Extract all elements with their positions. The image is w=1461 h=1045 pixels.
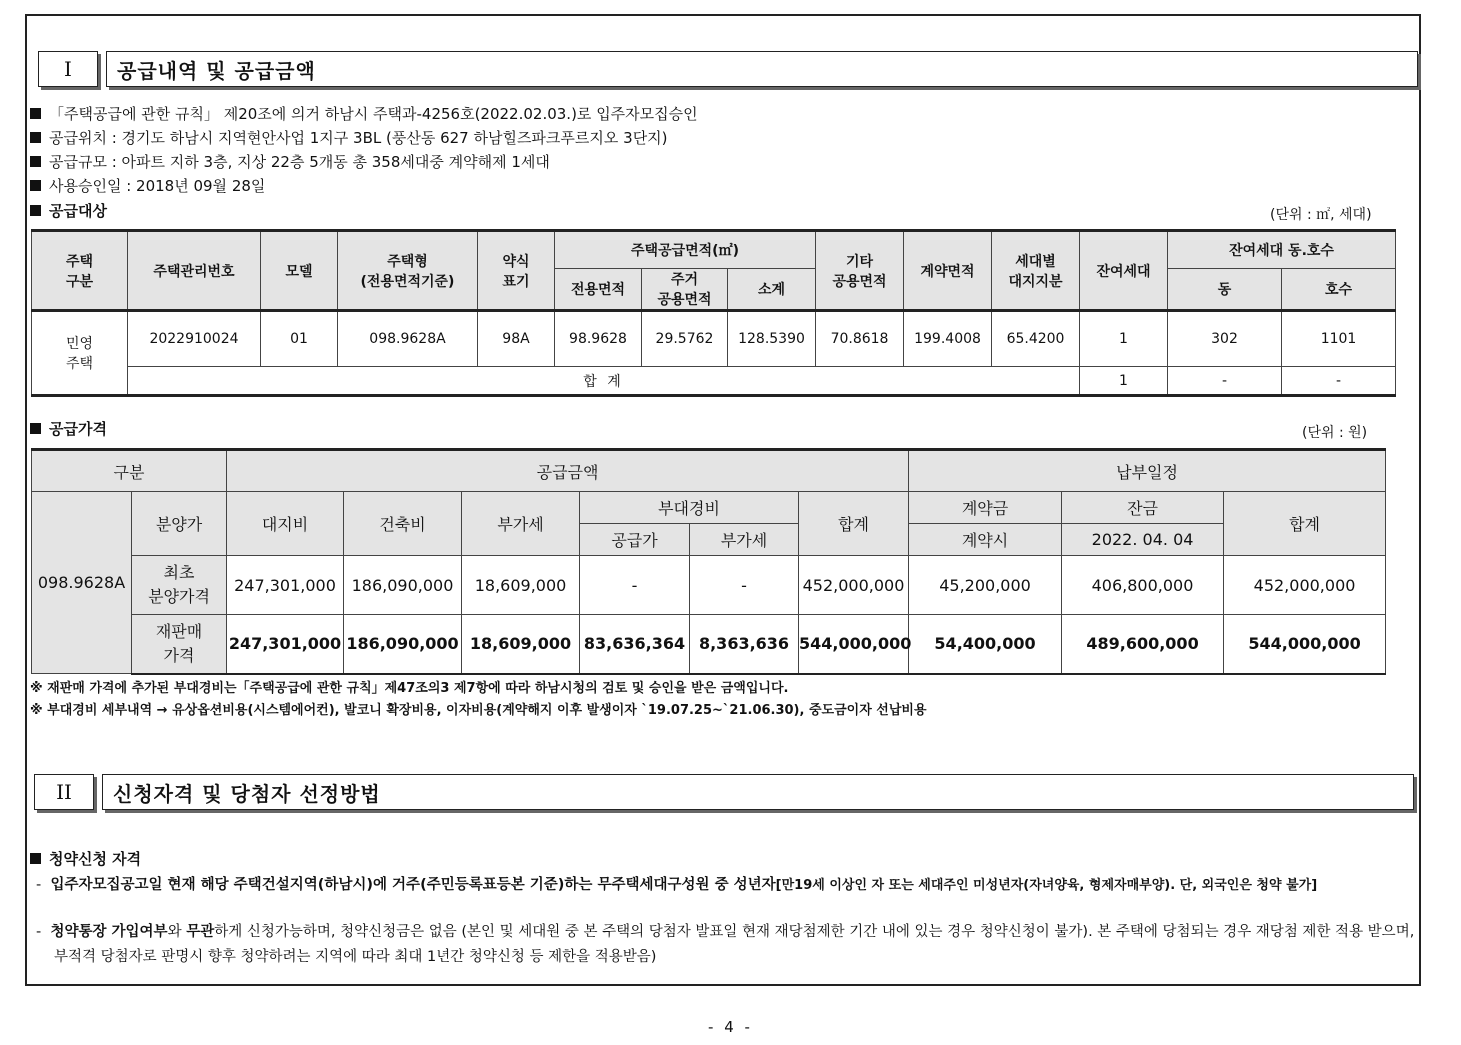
info-line: 공급위치 : 경기도 하남시 지역현안사업 1지구 3BL (풍산동 627 하남힐즈파크푸르지오 3단지)	[30, 127, 668, 149]
total-dong: -	[1168, 367, 1282, 396]
target-unit: (단위 : ㎡, 세대)	[1270, 207, 1372, 223]
bullet-square-icon	[30, 180, 41, 191]
cell-common: 29.5762	[642, 311, 728, 367]
cell-contract: 54,400,000	[909, 615, 1062, 674]
bullet-square-icon	[30, 132, 41, 143]
table-row	[32, 556, 1386, 615]
col-header-subtotal: 소계	[728, 269, 816, 311]
supply-target-table	[31, 229, 1396, 397]
cell-short: 98A	[478, 311, 555, 367]
qual-p1-rest: [만19세 이상인 자 또는 세대주인 미성년자(자녀양육, 형제자매부양). 단, 외국인은 청약 불가]	[775, 878, 1318, 893]
col-header-contract: 계약금	[909, 492, 1062, 524]
cell-build: 186,090,000	[344, 615, 462, 674]
table-row	[32, 615, 1386, 674]
col-header-model: 모델	[261, 231, 338, 311]
col-header-gubun: 구분	[32, 450, 227, 492]
cell-extra-vat: 8,363,636	[690, 615, 799, 674]
cell-contract-area: 199.4008	[904, 311, 992, 367]
cell-extra-vat: -	[690, 556, 799, 615]
cell-other-common: 70.8618	[816, 311, 904, 367]
col-header-sum: 합계	[799, 492, 909, 556]
col-header-remain-unit: 잔여세대 동.호수	[1168, 231, 1396, 269]
cell-model: 01	[261, 311, 338, 367]
col-header-build: 건축비	[344, 492, 462, 556]
section-2-number: II	[34, 774, 94, 810]
bullet-square-icon	[30, 108, 41, 119]
cell-mgmt-no: 2022910024	[128, 311, 261, 367]
cell-total: 452,000,000	[1224, 556, 1386, 615]
target-heading: 공급대상	[30, 200, 107, 222]
col-header-ho: 호수	[1282, 269, 1396, 311]
bullet-square-icon	[30, 853, 41, 864]
col-header-land-share: 세대별 대지지분	[992, 231, 1080, 311]
total-label: 합 계	[128, 367, 1080, 396]
col-header-balance-date: 2022. 04. 04	[1062, 524, 1224, 556]
info-line: 공급규모 : 아파트 지하 3층, 지상 22층 5개동 총 358세대중 계약해제 1세대	[30, 151, 550, 173]
row-label-resale: 재판매 가격	[132, 615, 227, 674]
section-2-title: 신청자격 및 당첨자 선정방법	[102, 774, 1414, 810]
section-2-header	[34, 774, 1414, 810]
col-header-payment-schedule: 납부일정	[909, 450, 1386, 492]
qual-heading: 청약신청 자격	[30, 848, 141, 870]
qual-p2-bold-2: 무관	[186, 924, 215, 940]
section-1-header	[38, 51, 1418, 87]
cell-remain: 1	[1080, 311, 1168, 367]
cell-sum: 544,000,000	[799, 615, 909, 674]
col-header-type: 주택 구분	[32, 231, 128, 311]
col-header-short: 약식 표기	[478, 231, 555, 311]
cell-contract: 45,200,000	[909, 556, 1062, 615]
col-header-other-common: 기타 공용면적	[816, 231, 904, 311]
qual-p1-bold: 입주자모집공고일 현재 해당 주택건설지역(하남시)에 거주(주민등록표등본 기준)하는 무주택세대구성원 중 성년자	[50, 877, 776, 893]
row-label-initial: 최초 분양가격	[132, 556, 227, 615]
page-number: - 4 -	[708, 1018, 753, 1036]
col-header-housing-type: 주택형 (전용면적기준)	[338, 231, 478, 311]
col-header-contract-when: 계약시	[909, 524, 1062, 556]
cell-total: 544,000,000	[1224, 615, 1386, 674]
total-row	[32, 367, 1396, 396]
cell-build: 186,090,000	[344, 556, 462, 615]
bullet-square-icon	[30, 156, 41, 167]
cell-vat: 18,609,000	[462, 556, 580, 615]
qual-p2-bold-1: 청약통장 가입여부	[50, 924, 168, 940]
table-row	[32, 311, 1396, 367]
total-ho: -	[1282, 367, 1396, 396]
col-header-vat: 부가세	[462, 492, 580, 556]
col-header-sale: 분양가	[132, 492, 227, 556]
col-header-land: 대지비	[227, 492, 344, 556]
bullet-square-icon	[30, 205, 41, 216]
info-line: 「주택공급에 관한 규칙」 제20조에 의거 하남시 주택과-4256호(2022.02.03.)로 입주자모집승인	[30, 103, 698, 125]
section-1-title: 공급내역 및 공급금액	[106, 51, 1418, 87]
row-header-type: 098.9628A	[32, 492, 132, 674]
cell-balance: 406,800,000	[1062, 556, 1224, 615]
total-remain: 1	[1080, 367, 1168, 396]
cell-land: 247,301,000	[227, 615, 344, 674]
col-header-dong: 동	[1168, 269, 1282, 311]
qual-paragraph-2: - 청약통장 가입여부와 무관하게 신청가능하며, 청약신청금은 없음 (본인 및 세대원 중 본 주택의 당첨자 발표일 현재 재당첨제한 기간 내에 있는 경우 청약신청이 불가). 본 주택에 당첨되는 경우 재당첨 제한 적용 받으며, 부적격 당첨자로 판명시 향후 청약하려는 지역에 따라 최대 1년간 청약신청 등 제한을 적용받음)	[36, 924, 1415, 965]
col-header-extra: 부대경비	[580, 492, 799, 524]
cell-extra-supply: -	[580, 556, 690, 615]
price-heading: 공급가격	[30, 418, 107, 440]
price-unit: (단위 : 원)	[1302, 425, 1368, 441]
bullet-square-icon	[30, 423, 41, 434]
col-header-area-group: 주택공급면적(㎡)	[555, 231, 816, 269]
supply-price-table	[31, 448, 1386, 675]
col-header-sum2: 합계	[1224, 492, 1386, 556]
qual-paragraph-1: - 입주자모집공고일 현재 해당 주택건설지역(하남시)에 거주(주민등록표등본 기준)하는 무주택세대구성원 중 성년자[만19세 이상인 자 또는 세대주인 미성년자(자녀양육, 형제자매부양). 단, 외국인은 청약 불가]	[36, 877, 1318, 893]
col-header-exclusive: 전용면적	[555, 269, 642, 311]
cell-housing-type: 098.9628A	[338, 311, 478, 367]
col-header-supply-amount: 공급금액	[227, 450, 909, 492]
cell-exclusive: 98.9628	[555, 311, 642, 367]
cell-sum: 452,000,000	[799, 556, 909, 615]
cell-type: 민영 주택	[32, 311, 128, 396]
col-header-extra-supply: 공급가	[580, 524, 690, 556]
cell-subtotal: 128.5390	[728, 311, 816, 367]
info-line: 사용승인일 : 2018년 09월 28일	[30, 175, 265, 197]
price-note: ※ 재판매 가격에 추가된 부대경비는「주택공급에 관한 규칙」제47조의3 제7항에 따라 하남시청의 검토 및 승인을 받은 금액입니다.	[30, 681, 789, 696]
cell-dong: 302	[1168, 311, 1282, 367]
cell-land-share: 65.4200	[992, 311, 1080, 367]
cell-ho: 1101	[1282, 311, 1396, 367]
cell-land: 247,301,000	[227, 556, 344, 615]
cell-extra-supply: 83,636,364	[580, 615, 690, 674]
col-header-remain: 잔여세대	[1080, 231, 1168, 311]
section-1-number: I	[38, 51, 98, 87]
price-note: ※ 부대경비 세부내역 → 유상옵션비용(시스템에어컨), 발코니 확장비용, 이자비용(계약해지 이후 발생이자 `19.07.25~`21.06.30), 중도금이자 선납비용	[30, 703, 927, 718]
col-header-mgmt-no: 주택관리번호	[128, 231, 261, 311]
col-header-common: 주거 공용면적	[642, 269, 728, 311]
col-header-extra-vat: 부가세	[690, 524, 799, 556]
col-header-contract-area: 계약면적	[904, 231, 992, 311]
qual-p2-rest: 하게 신청가능하며, 청약신청금은 없음 (본인 및 세대원 중 본 주택의 당첨자 발표일 현재 재당첨제한 기간 내에 있는 경우 청약신청이 불가). 본 주택에 당첨되는 경우 재당첨 제한 적용 받으며, 부적격 당첨자로 판명시 향후 청약하려는 지역에 따라 최대 1년간 청약신청 등 제한을 적용받음)	[54, 924, 1415, 965]
cell-balance: 489,600,000	[1062, 615, 1224, 674]
cell-vat: 18,609,000	[462, 615, 580, 674]
col-header-balance: 잔금	[1062, 492, 1224, 524]
